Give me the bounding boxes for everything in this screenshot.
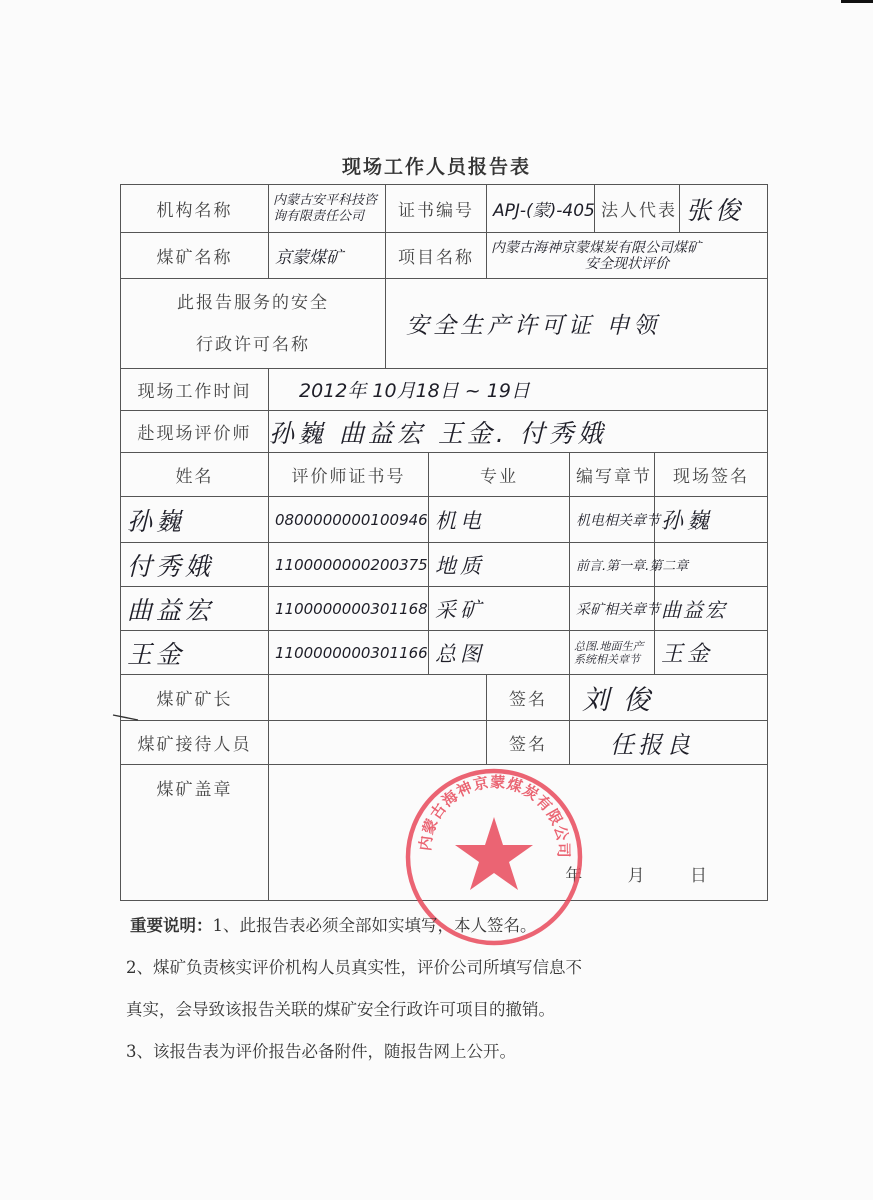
person-chapter: 采矿相关章节 [570, 587, 655, 631]
label-mine-receiver: 煤矿接待人员 [121, 721, 269, 765]
table-row [121, 587, 768, 631]
label-sign-director: 签名 [487, 675, 570, 721]
person-chapter: 总图.地面生产系统相关章节 [570, 631, 655, 675]
cert-no-value: APJ-(蒙)-405 [487, 185, 595, 233]
receiver-signature: 任报良 [570, 721, 768, 765]
row-mine-director [121, 675, 768, 721]
person-cert: 1100000000200375 [269, 543, 429, 587]
col-header-major: 专业 [429, 453, 570, 497]
pen-mark-icon [112, 712, 140, 722]
legal-rep-value: 张俊 [680, 185, 768, 233]
row-work-time [121, 369, 768, 411]
person-name: 王金 [121, 631, 269, 675]
label-mine-director: 煤矿矿长 [121, 675, 269, 721]
note-line-3: 真实，会导致该报告关联的煤矿安全行政许可项目的撤销。 [126, 1000, 555, 1019]
table-row [121, 631, 768, 675]
note-line-2: 2、煤矿负责核实评价机构人员真实性，评价公司所填写信息不 [126, 958, 582, 977]
col-header-name: 姓名 [121, 453, 269, 497]
row-org [121, 185, 768, 233]
label-project-name: 项目名称 [386, 233, 487, 279]
label-work-time: 现场工作时间 [121, 369, 269, 411]
person-name: 曲益宏 [121, 587, 269, 631]
label-sign-receiver: 签名 [487, 721, 570, 765]
scan-edge-mark [841, 0, 873, 3]
table-row [121, 543, 768, 587]
col-header-chapter: 编写章节 [570, 453, 655, 497]
work-time-value: 2012年 10月18日 ~ 19日 [269, 369, 768, 411]
org-name-value: 内蒙古安平科技咨 询有限责任公司 [269, 185, 386, 233]
label-legal-rep: 法人代表 [595, 185, 680, 233]
person-major: 总图 [429, 631, 570, 675]
person-major: 采矿 [429, 587, 570, 631]
important-notes [126, 905, 770, 1073]
label-mine-seal: 煤矿盖章 [121, 765, 269, 901]
mine-receiver-blank [269, 721, 487, 765]
person-major: 机电 [429, 497, 570, 543]
row-evaluators [121, 411, 768, 453]
row-permit [121, 279, 768, 369]
permit-name-value: 安全生产许可证 申领 [386, 279, 768, 369]
director-signature: 刘俊 [570, 675, 768, 721]
person-signature: 王金 [655, 631, 768, 675]
svg-text:内蒙古海神京蒙煤炭有限公司: 内蒙古海神京蒙煤炭有限公司 [416, 772, 573, 859]
note-line-4: 3、该报告表为评价报告必备附件，随报告网上公开。 [126, 1042, 516, 1061]
label-mine-name: 煤矿名称 [121, 233, 269, 279]
person-cert: 0800000000100946 [269, 497, 429, 543]
label-permit: 此报告服务的安全 行政许可名称 [121, 279, 386, 369]
row-mine [121, 233, 768, 279]
person-signature: 孙巍 [655, 497, 768, 543]
person-cert: 1100000000301168 [269, 587, 429, 631]
person-name: 付秀娥 [121, 543, 269, 587]
col-header-sign: 现场签名 [655, 453, 768, 497]
label-evaluators: 赴现场评价师 [121, 411, 269, 453]
label-org-name: 机构名称 [121, 185, 269, 233]
mine-director-blank [269, 675, 487, 721]
personnel-header-row [121, 453, 768, 497]
col-header-cert: 评价师证书号 [269, 453, 429, 497]
project-name-value: 内蒙古海神京蒙煤炭有限公司煤矿 安全现状评价 [487, 233, 768, 279]
label-cert-no: 证书编号 [386, 185, 487, 233]
seal-star-icon [455, 817, 533, 890]
person-major: 地质 [429, 543, 570, 587]
person-cert: 1100000000301166 [269, 631, 429, 675]
person-signature: 曲益宏 [655, 587, 768, 631]
table-row [121, 497, 768, 543]
row-mine-receiver [121, 721, 768, 765]
person-name: 孙巍 [121, 497, 269, 543]
mine-name-value: 京蒙煤矿 [269, 233, 386, 279]
evaluators-value: 孙巍 曲益宏 王金. 付秀娥 [269, 411, 768, 453]
person-chapter: 前言.第一章.第二章 [570, 543, 655, 587]
person-chapter: 机电相关章节 [570, 497, 655, 543]
form-title: 现场工作人员报告表 [341, 156, 531, 178]
note-line-1: 重要说明：1、此报告表必须全部如实填写，本人签名。 [130, 916, 537, 935]
seal-date: 年 月 日 [565, 866, 708, 886]
